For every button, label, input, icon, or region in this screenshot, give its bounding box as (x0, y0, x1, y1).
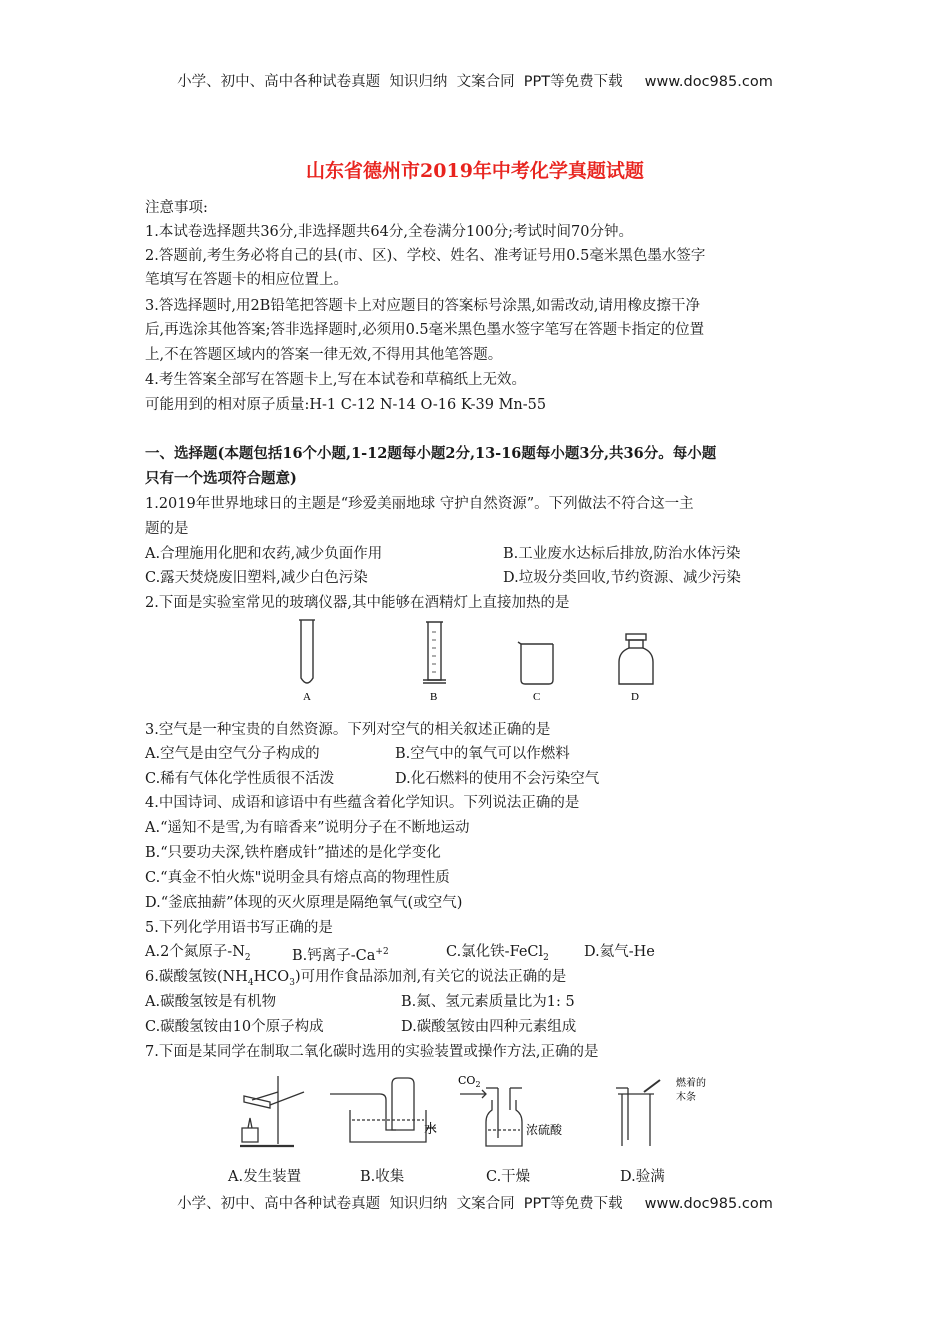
gas-jar-icon (616, 1080, 660, 1146)
notice-item-4: 4.考生答案全部写在答题卡上,写在本试卷和草稿纸上无效。 (145, 372, 526, 388)
q5-option-a: A.2个氮原子$-N_2$ (145, 944, 251, 963)
beaker-icon (518, 642, 553, 684)
footer-text: 小学、初中、高中各种试卷真题 知识归纳 文案合同 PPT等免费下载 (177, 1196, 623, 1212)
header-text: 小学、初中、高中各种试卷真题 知识归纳 文案合同 PPT等免费下载 (177, 74, 623, 90)
section-heading-line2: 只有一个选项符合题意) (145, 470, 297, 487)
atomic-mass-line: 可能用到的相对原子质量:H-1 C-12 N-14 O-16 K-39 Mn-55 (145, 397, 547, 413)
q5-option-c: C.氯化铁-FeCl$_2$ (446, 944, 549, 963)
q5-option-b: B.钙离子$-Ca^{+2}$ (292, 947, 389, 964)
q7-apparatus-figure (230, 1070, 750, 1158)
q6-option-c: C.碳酸氢铵由10个原子构成 (145, 1019, 324, 1035)
q3-stem: 3.空气是一种宝贵的自然资源。下列对空气的相关叙述正确的是 (145, 722, 551, 738)
q6-option-b: B.氮、氢元素质量比为1: 5 (401, 994, 575, 1010)
q7-option-c: C.干燥 (486, 1169, 531, 1185)
notice-item-3c: 上,不在答题区域内的答案一律无效,不得用其他笔答题。 (145, 347, 503, 363)
q4-option-b: B.“只要功夫深,铁杵磨成针”描述的是化学变化 (145, 845, 441, 861)
q2-glassware-figure (285, 616, 665, 706)
q1-stem-a: 1.2019年世界地球日的主题是“珍爱美丽地球 守护自然资源”。下列做法不符合这一主 (145, 496, 694, 512)
q4-stem: 4.中国诗词、成语和谚语中有些蕴含着化学知识。下列说法正确的是 (145, 795, 580, 811)
notice-item-1: 1.本试卷选择题共36分,非选择题共64分,全卷满分100分;考试时间70分钟。 (145, 224, 633, 240)
q7-stem: 7.下面是某同学在制取二氧化碳时选用的实验装置或操作方法,正确的是 (145, 1044, 599, 1060)
notice-item-2a: 2.答题前,考生务必将自己的县(市、区)、学校、姓名、准考证号用0.5毫米黑色墨水签字 (145, 248, 706, 264)
q1-option-c: C.露天焚烧废旧塑料,减少白色污染 (145, 570, 368, 586)
q3-option-a: A.空气是由空气分子构成的 (145, 746, 320, 762)
q2-label-d: D (631, 691, 639, 703)
q7-option-b: B.收集 (360, 1169, 405, 1185)
q6-option-a: A.碳酸氢铵是有机物 (145, 994, 277, 1010)
footer-url[interactable]: www.doc985.com (644, 1196, 773, 1212)
q2-stem: 2.下面是实验室常见的玻璃仪器,其中能够在酒精灯上直接加热的是 (145, 595, 570, 611)
q1-stem-b: 题的是 (145, 521, 189, 537)
q7-fig-stick-line2: 木条 (676, 1092, 696, 1103)
q1-option-b: B.工业废水达标后排放,防治水体污染 (503, 546, 741, 562)
reagent-bottle-icon (619, 634, 653, 684)
q4-option-d: D.“釜底抽薪”体现的灭火原理是隔绝氧气(或空气) (145, 895, 463, 911)
q4-option-c: C.“真金不怕火炼"说明金具有熔点高的物理性质 (145, 870, 450, 886)
q3-option-d: D.化石燃料的使用不会污染空气 (395, 771, 600, 787)
q1-option-d: D.垃圾分类回收,节约资源、减少污染 (503, 570, 741, 586)
water-trough-icon (330, 1078, 436, 1142)
notice-item-3a: 3.答选择题时,用2B铅笔把答题卡上对应题目的答案标号涂黑,如需改动,请用橡皮擦干净 (145, 298, 701, 314)
gas-washing-bottle-icon (460, 1088, 522, 1146)
iron-stand-icon (240, 1076, 304, 1146)
q7-fig-co2: $CO_2$ (458, 1074, 481, 1089)
q4-option-a: A.“遥知不是雪,为有暗香来”说明分子在不断地运动 (145, 820, 470, 836)
q5-option-d: D.氦气-He (584, 944, 655, 960)
q5-stem: 5.下列化学用语书写正确的是 (145, 920, 333, 936)
q3-option-c: C.稀有气体化学性质很不活泼 (145, 771, 335, 787)
q7-option-d: D.验满 (620, 1169, 665, 1185)
notice-item-3b: 后,再选涂其他答案;答非选择题时,必须用0.5毫米黑色墨水签字笔写在答题卡指定的位置 (145, 322, 705, 338)
section-heading-line1: 一、选择题(本题包括16个小题,1-12题每小题2分,13-16题每小题3分,共36分。每小题 (145, 445, 717, 462)
page-header (0, 70, 950, 91)
notice-item-2b: 笔填写在答题卡的相应位置上。 (145, 272, 348, 288)
q6-option-d: D.碳酸氢铵由四种元素组成 (401, 1019, 577, 1035)
q7-fig-water: 水 (424, 1122, 438, 1137)
page-footer (0, 1192, 950, 1213)
q1-option-a: A.合理施用化肥和农药,减少负面作用 (145, 546, 383, 562)
q6-stem: 6.碳酸氢铵$(NH_4HCO_3)$可用作食品添加剂,有关它的说法正确的是 (145, 969, 567, 988)
page-title: 山东省德州市2019年中考化学真题试题 (306, 160, 644, 182)
q7-fig-acid: 浓硫酸 (526, 1123, 563, 1137)
q2-label-c: C (533, 691, 541, 703)
q7-fig-stick-line1: 燃着的 (676, 1078, 706, 1089)
graduated-cylinder-icon (423, 622, 446, 683)
header-url[interactable]: www.doc985.com (644, 74, 773, 90)
notice-heading: 注意事项: (145, 200, 208, 216)
q3-option-b: B.空气中的氧气可以作燃料 (395, 746, 570, 762)
test-tube-icon (299, 620, 315, 683)
q2-label-a: A (303, 691, 311, 703)
q2-label-b: B (430, 691, 438, 703)
q7-option-a: A.发生装置 (228, 1169, 302, 1185)
